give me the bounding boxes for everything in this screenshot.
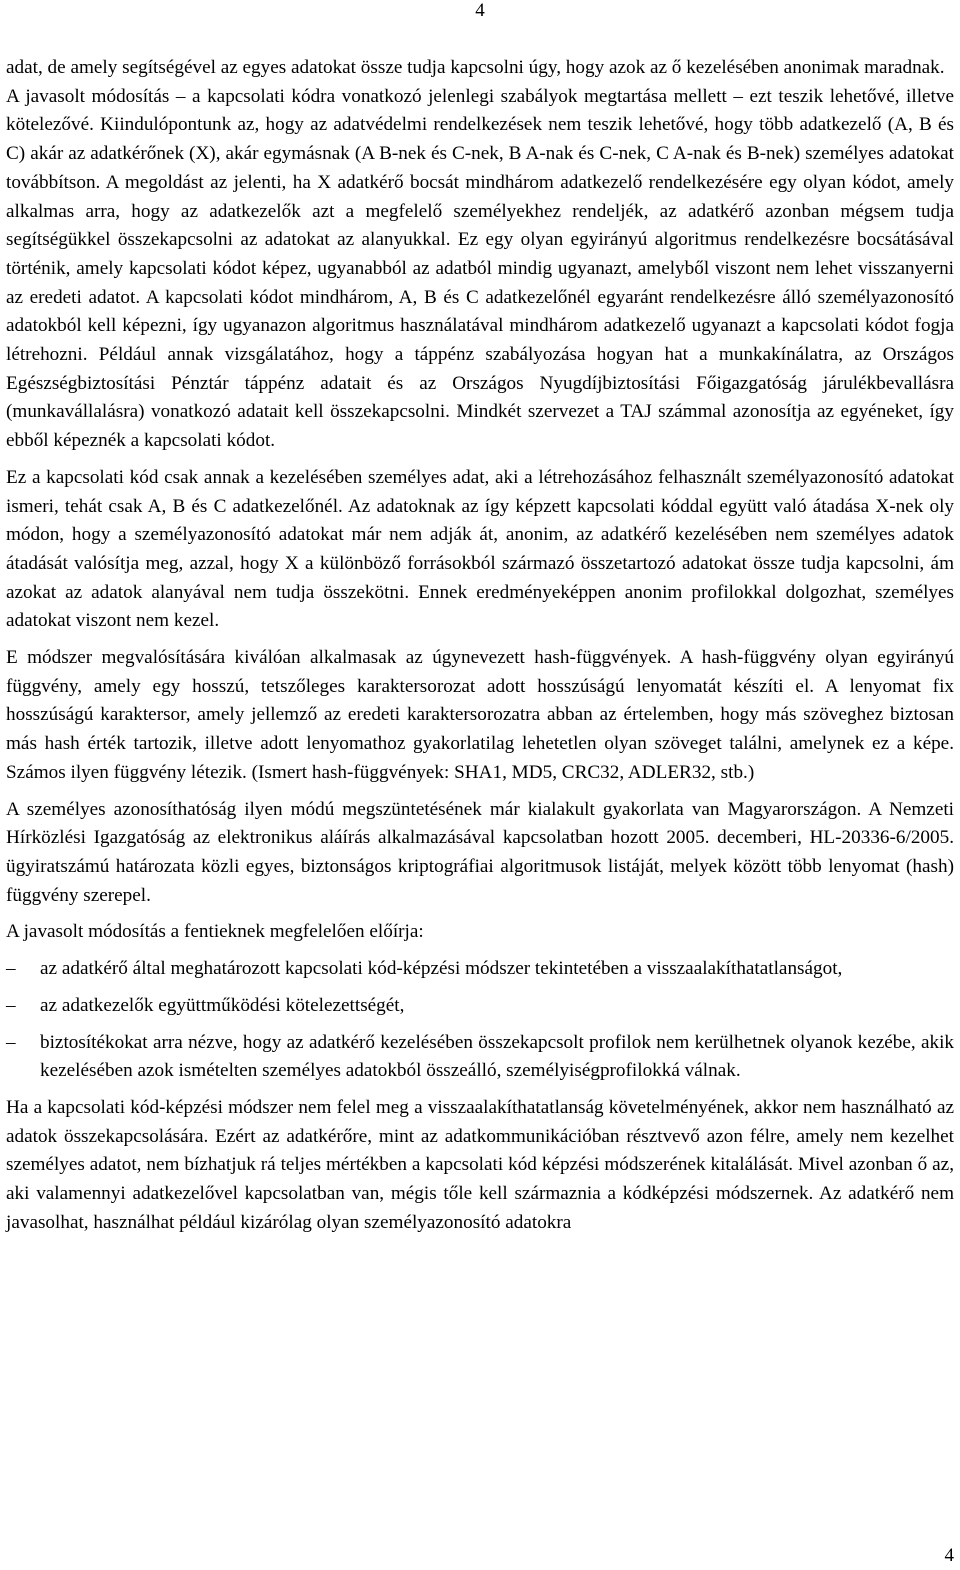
- dash-bullet: –: [6, 958, 16, 980]
- paragraph-1: adat, de amely segítségével az egyes adatokat össze tudja kapcsolni úgy, hogy azok az ő kezelésében anonimak maradnak.: [6, 57, 945, 78]
- list-item: [6, 955, 954, 984]
- document-body: [6, 54, 954, 1245]
- dash-bullet: –: [6, 994, 16, 1016]
- list-item-text: az adatkérő által meghatározott kapcsolati kód-képzési módszer tekintetében a visszaalakíthatatlanságot,: [40, 958, 843, 980]
- dash-bullet: –: [6, 1031, 16, 1053]
- page-number-bottom: 4: [944, 1545, 954, 1566]
- list-item-text: biztosítékokat arra nézve, hogy az adatkérő kezelésében összekapcsolt profilok nem kerülhetnek olyanok kezébe, akik kezelésében azok ismételten személyes adatokból összeálló, személyiségprofilokká válnak.: [40, 1031, 954, 1082]
- page-number-top: 4: [475, 0, 485, 21]
- requirements-list: [6, 955, 954, 1086]
- paragraph-7: Ha a kapcsolati kód-képzési módszer nem felel meg a visszaalakíthatatlanság követelményének, akkor nem használható az adatok összekapcsolására. Ezért az adatkérőre, mint az adatkommunikációban résztvevő azon félre, amely nem kezelhet személyes adatot, nem bízhatjuk rá teljes mértékben a kapcsolati kód képzési módszerének kitalálását. Mivel azonban ő az, aki valamennyi adatkezelővel kapcsolatban van, mégis tőle kell származnia a kódképzési módszernek. Az adatkérő nem javasolhat, használhat például kizárólag olyan személyazonosító adatokra: [6, 1096, 954, 1233]
- list-item: [6, 992, 954, 1021]
- list-item: [6, 1029, 954, 1086]
- paragraph-3: Ez a kapcsolati kód csak annak a kezelésében személyes adat, aki a létrehozásához felhasznált személyazonosító adatokat ismeri, tehát csak A, B és C adatkezelőnél. Az adatoknak az így képzett kapcsolati kóddal együtt való átadása X-nek oly módon, hogy a személyazonosító adatokat már nem adják át, anonim, az adatkérő kezelésében nem személyes adatok átadását valósítja meg, azzal, hogy X a különböző forrásokból származó összetartozó adatokat össze tudja kapcsolni, ám azokat az adatok alanyával nem tudja összekötni. Ennek eredményeképpen anonim profilokkal dolgozhat, személyes adatokat viszont nem kezel.: [6, 466, 954, 632]
- list-item-text: az adatkezelők együttműködési kötelezettségét,: [40, 994, 405, 1016]
- paragraph-2: A javasolt módosítás – a kapcsolati kódra vonatkozó jelenlegi szabályok megtartása mellett – ezt teszik lehetővé, illetve kötelezővé. Kiindulópontunk az, hogy az adatvédelmi rendelkezések nem teszik lehetővé, hogy több adatkezelő (A, B és C) akár az adatkérőnek (X), akár egymásnak (A B-nek és C-nek, B A-nak és C-nek, C A-nak és B-nek) személyes adatokat továbbítson. A megoldást az jelenti, ha X adatkérő bocsát mindhárom adatkezelő rendelkezésére egy olyan kódot, amely alkalmas arra, hogy az adatkezelők azt a megfelelő személyekhez rendeljék, az adatkérő azonban mégsem tudja segítségükkel összekapcsolni az adatokat az alanyukkal. Ez egy olyan egyirányú algoritmus rendelkezésre bocsátásával történik, amely kapcsolati kódot képez, ugyanabból az adatból mindig ugyanazt, amelyből viszont nem lehet visszanyerni az eredeti adatot. A kapcsolati kódot mindhárom, A, B és C adatkezelőnél egyaránt rendelkezésre álló személyazonosító adatokból kell képezni, így ugyanazon algoritmus használatával mindhárom adatkezelő ugyanazt a kapcsolati kódot fogja létrehozni. Például annak vizsgálatához, hogy a táppénz szabályozása hogyan hat a munkakínálatra, az Országos Egészségbiztosítási Pénztár táppénz adatait és az Országos Nyugdíjbiztosítási Főigazgatóság járulékbevallásra (munkavállalásra) vonatkozó adatait kell összekapcsolni. Mindkét szervezet a TAJ számmal azonosítja az egyéneket, így ebből képeznék a kapcsolati kódot.: [6, 85, 954, 452]
- paragraph-4: E módszer megvalósítására kiválóan alkalmasak az úgynevezett hash-függvények. A hash-függvény olyan egyirányú függvény, amely egy hosszú, tetszőleges karaktersorozat adott hosszúságú lenyomatát készíti el. A lenyomat fix hosszúságú karaktersor, amely jellemző az eredeti karaktersorozatra abban az értelemben, hogy más szöveghez biztosan más hash érték tartozik, illetve adott lenyomathoz gyakorlatilag lehetetlen olyan szöveget találni, amelynek ez a képe. Számos ilyen függvény létezik. (Ismert hash-függvények: SHA1, MD5, CRC32, ADLER32, stb.): [6, 647, 954, 783]
- paragraph-6: A javasolt módosítás a fentieknek megfelelően előírja:: [6, 921, 424, 943]
- paragraph-5: A személyes azonosíthatóság ilyen módú megszüntetésének már kialakult gyakorlata van Magyarországon. A Nemzeti Hírközlési Igazgatóság az elektronikus aláírás alkalmazásával kapcsolatban hozott 2005. decemberi, HL-20336-6/2005. ügyiratszámú határozata közli egyes, biztonságos kriptográfiai algoritmusok listáját, melyek között több lenyomat (hash) függvény szerepel.: [6, 798, 954, 906]
